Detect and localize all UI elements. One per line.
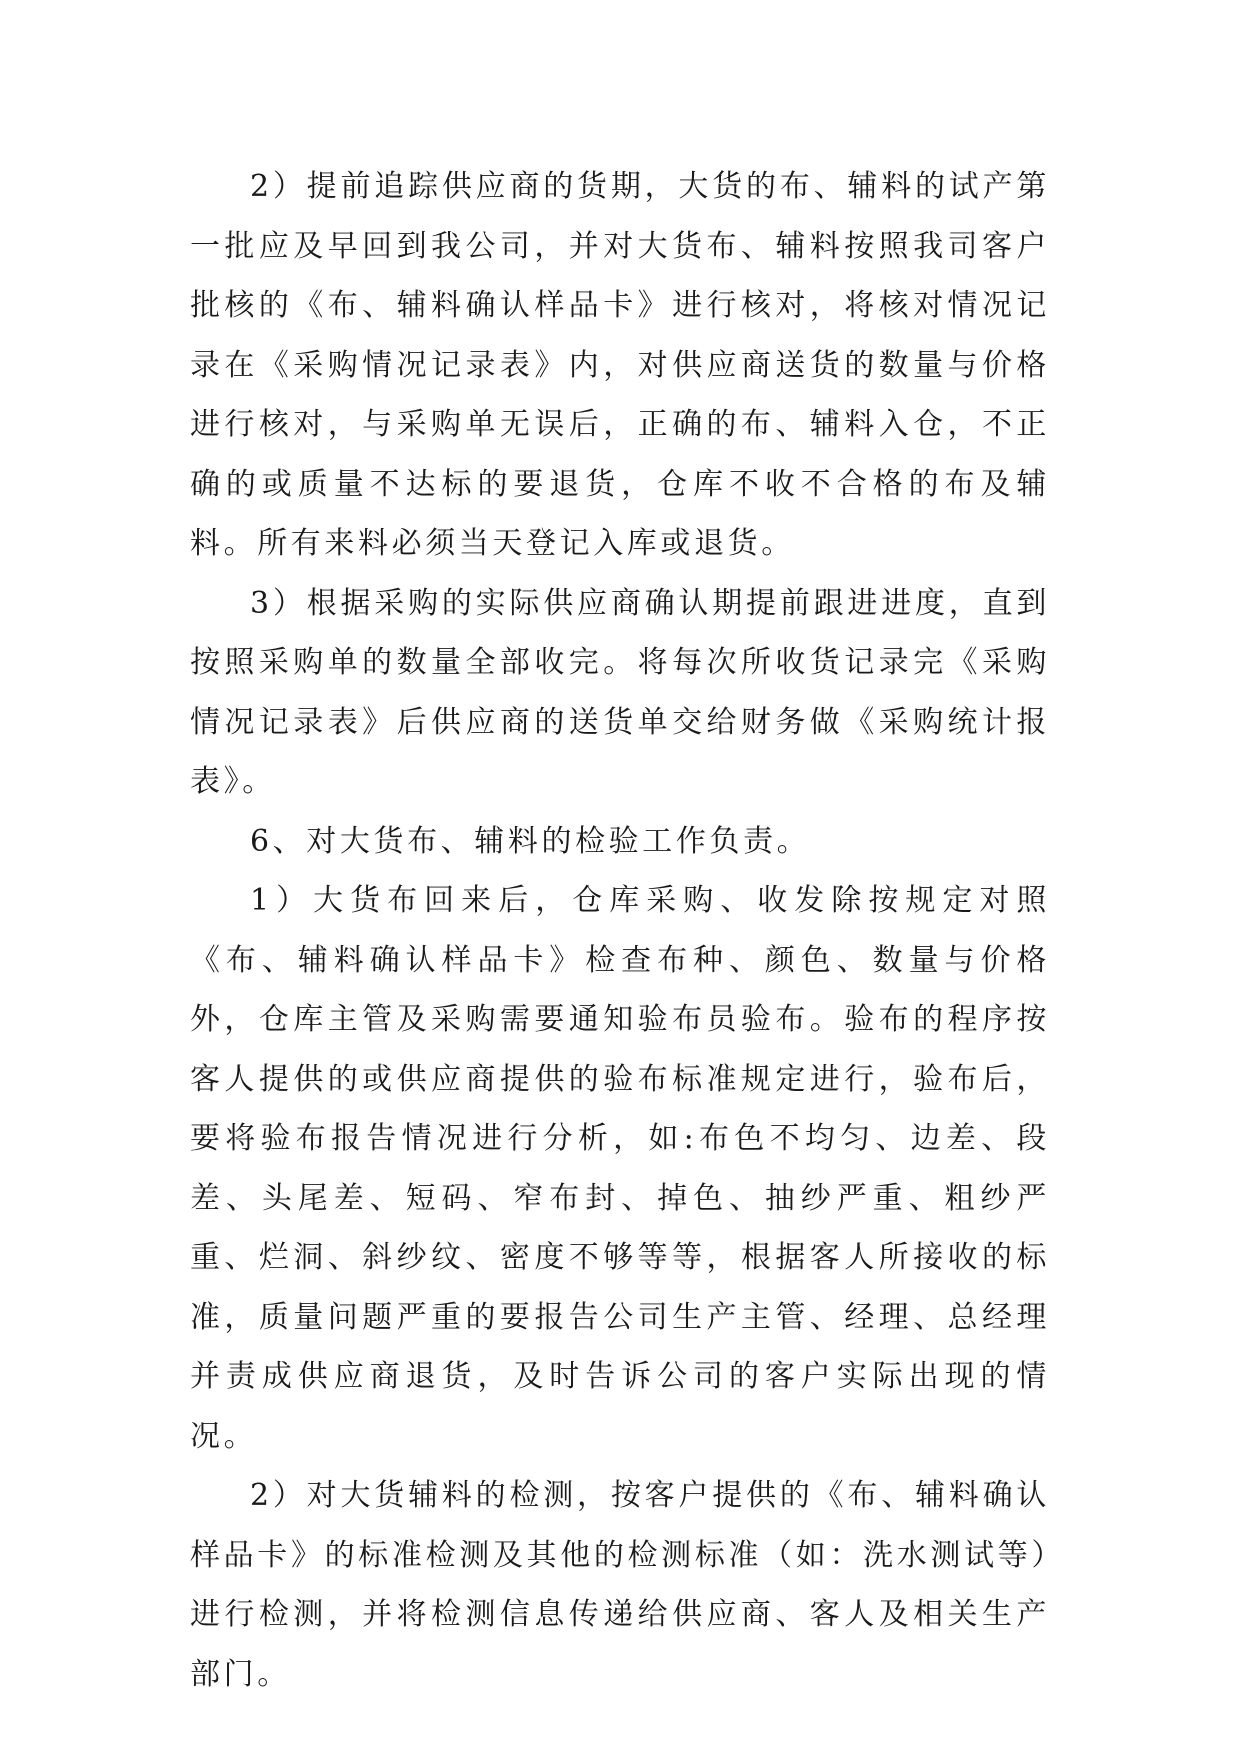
paragraph-accessory-testing: 2）对大货辅料的检测，按客户提供的《布、辅料确认样品卡》的标准检测及其他的检测标准（如：洗水测试等）进行检测，并将检测信息传递给供应商、客人及相关生产部门。 bbox=[190, 1478, 1050, 1692]
document-body bbox=[190, 157, 1050, 1704]
paragraph-delivery-tracking: 2）提前追踪供应商的货期，大货的布、辅料的试产第一批应及早回到我公司，并对大货布、辅料按照我司客户批核的《布、辅料确认样品卡》进行核对，将核对情况记录在《采购情况记录表》内，对供应商送货的数量与价格进行核对，与采购单无误后，正确的布、辅料入仓，不正确的或质量不达标的要退货，仓库不收不合格的布及辅料。所有来料必须当天登记入库或退货。 bbox=[190, 169, 1050, 561]
paragraph-progress-followup: 3）根据采购的实际供应商确认期提前跟进进度，直到按照采购单的数量全部收完。将每次所收货记录完《采购情况记录表》后供应商的送货单交给财务做《采购统计报表》。 bbox=[190, 585, 1050, 799]
paragraph-inspection-heading: 6、对大货布、辅料的检验工作负责。 bbox=[250, 823, 811, 859]
paragraph-fabric-inspection: 1）大货布回来后，仓库采购、收发除按规定对照《布、辅料确认样品卡》检查布种、颜色、数量与价格外，仓库主管及采购需要通知验布员验布。验布的程序按客人提供的或供应商提供的验布标准规定进行，验布后，要将验布报告情况进行分析，如:布色不均匀、边差、段差、头尾差、短码、窄布封、掉色、抽纱严重、粗纱严重、烂洞、斜纱纹、密度不够等等，根据客人所接收的标准，质量问题严重的要报告公司生产主管、经理、总经理并责成供应商退货，及时告诉公司的客户实际出现的情况。 bbox=[190, 883, 1050, 1454]
